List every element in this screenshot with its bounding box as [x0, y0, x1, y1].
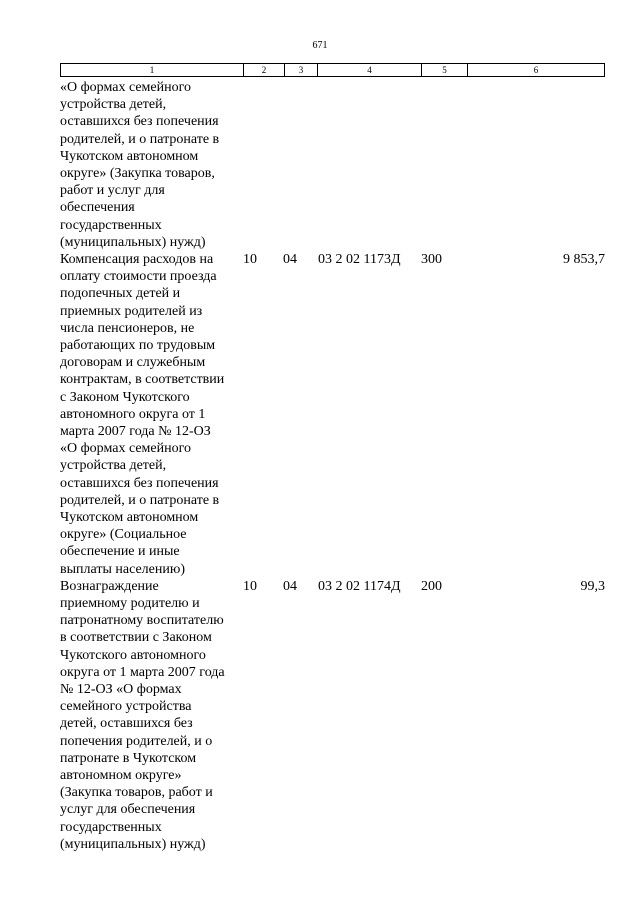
target-article-code: 03 2 02 1173Д — [318, 252, 401, 267]
table-row — [60, 79, 605, 251]
column-header-4: 4 — [318, 64, 422, 77]
description-line: Чукотском автономном — [60, 148, 199, 164]
description-line: приемному родителю и — [60, 596, 200, 611]
description-line: устройства детей, — [60, 97, 167, 113]
description-line: государственных — [60, 819, 162, 835]
description-line: работ и услуг для — [60, 183, 165, 199]
section-code: 10 — [243, 578, 257, 594]
description-line: попечения родителей, и о — [60, 733, 213, 749]
description-line: округа от 1 марта 2007 года — [60, 664, 225, 680]
expense-type-code: 200 — [421, 578, 442, 594]
description-line: приемных родителей из — [60, 303, 203, 319]
amount: 99,3 — [580, 578, 605, 594]
description-line: с Законом Чукотского — [60, 389, 190, 405]
description-line: (муниципальных) нужд) — [60, 234, 206, 250]
column-header-6: 6 — [468, 64, 605, 77]
description-line: Компенсация расходов на — [60, 252, 214, 267]
subsection-code: 04 — [283, 252, 297, 267]
description-line: обеспечения — [60, 200, 135, 216]
description-line: в соответствии с Законом — [60, 630, 212, 646]
description-line: Чукотского автономного — [60, 647, 206, 663]
description-line: обеспечение и иные — [60, 544, 180, 560]
description-line: (муниципальных) нужд) — [60, 836, 206, 852]
description-line: Вознаграждение — [60, 578, 159, 594]
description-line: Чукотском автономном — [60, 510, 199, 526]
description-line: детей, оставшихся без — [60, 716, 193, 732]
description-line: услуг для обеспечения — [60, 802, 196, 818]
description-line: патронатному воспитателю — [60, 613, 224, 629]
description-line: (Закупка товаров, работ и — [60, 785, 213, 801]
target-article-code: 03 2 02 1174Д — [318, 578, 401, 594]
description-line: оставшихся без попечения — [60, 475, 219, 491]
row-description — [60, 578, 242, 853]
description-line: государственных — [60, 217, 162, 233]
section-code: 10 — [243, 252, 257, 267]
column-header-3: 3 — [285, 64, 318, 77]
description-line: № 12-ОЗ «О формах — [60, 682, 182, 698]
amount: 9 853,7 — [563, 252, 605, 267]
expense-type-code: 300 — [421, 252, 442, 267]
description-line: подопечных детей и — [60, 286, 181, 302]
description-line: «О формах семейного — [60, 80, 191, 95]
description-line: «О формах семейного — [60, 441, 191, 457]
column-header-5: 5 — [422, 64, 468, 77]
description-line: договорам и служебным — [60, 355, 206, 371]
description-line: округе» (Закупка товаров, — [60, 166, 215, 182]
description-line: оставшихся без попечения — [60, 114, 219, 130]
column-header-1: 1 — [61, 64, 244, 77]
description-line: числа пенсионеров, не — [60, 320, 195, 336]
column-header-2: 2 — [244, 64, 285, 77]
description-line: оплату стоимости проезда — [60, 269, 217, 285]
row-description — [60, 251, 242, 578]
page-number: 671 — [312, 40, 328, 51]
table-row — [60, 578, 605, 853]
table-row — [60, 251, 605, 578]
description-line: выплаты населению) — [60, 561, 185, 577]
description-line: патронате в Чукотском — [60, 750, 197, 766]
column-header-table — [60, 63, 605, 77]
description-line: контрактам, в соответствии — [60, 372, 225, 388]
column-header-row — [61, 64, 605, 77]
description-line: семейного устройства — [60, 699, 192, 715]
description-line: округе» (Социальное — [60, 527, 187, 543]
description-line: родителей, и о патронате в — [60, 492, 220, 508]
description-line: марта 2007 года № 12-ОЗ — [60, 424, 211, 440]
subsection-code: 04 — [283, 578, 297, 594]
description-line: устройства детей, — [60, 458, 167, 474]
description-line: автономного округа от 1 — [60, 406, 206, 422]
description-line: родителей, и о патронате в — [60, 131, 220, 147]
row-description — [60, 79, 242, 251]
description-line: автономном округе» — [60, 768, 182, 784]
description-line: работающих по трудовым — [60, 338, 216, 354]
